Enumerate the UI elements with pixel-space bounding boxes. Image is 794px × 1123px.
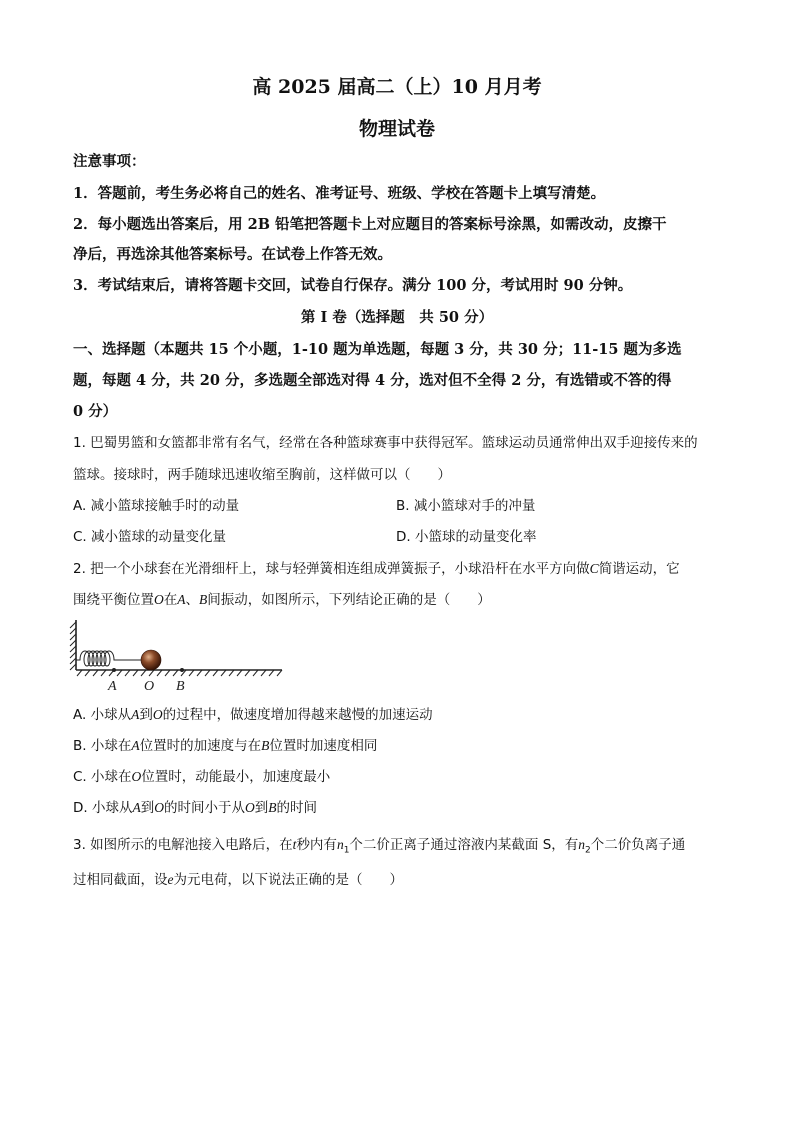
part1-instructions-line-1: 一、选择题（本题共 15 个小题，1-10 题为单选题，每题 3 分，共 30 分；11-15 题为多选 bbox=[73, 341, 682, 358]
opt-var: O bbox=[154, 800, 164, 815]
q2-text: 、 bbox=[185, 592, 199, 608]
note-3: 3．考试结束后，请将答题卡交回，试卷自行保存。满分 100 分，考试用时 90 分钟。 bbox=[73, 277, 633, 294]
q2-var: A bbox=[177, 592, 186, 607]
part1-instructions-line-2: 题，每题 4 分，共 20 分，多选题全部选对得 4 分，选对但不全得 2 分，有选错或不答的得 bbox=[73, 372, 672, 389]
opt-text: 位置时的加速度与在 bbox=[139, 738, 262, 754]
opt-text: 位置时加速度相同 bbox=[269, 738, 378, 754]
q2-var: C bbox=[589, 561, 599, 576]
notes-heading: 注意事项： bbox=[73, 153, 146, 170]
opt-var: B bbox=[268, 800, 277, 815]
q3-var-e: e bbox=[167, 872, 174, 887]
exam-subject: 物理试卷 bbox=[358, 118, 435, 140]
opt-var: O bbox=[152, 707, 163, 722]
note-2-line-1: 2．每小题选出答案后，用 2B 铅笔把答题卡上对应题目的答案标号涂黑，如需改动，皮擦干 bbox=[73, 216, 667, 233]
question-1-option-c: C. 减小篮球的动量变化量 bbox=[73, 529, 227, 545]
question-1-option-a: A. 减小篮球接触手时的动量 bbox=[73, 498, 240, 514]
opt-text: 的时间小于从 bbox=[163, 800, 245, 816]
opt-text: B. 小球在 bbox=[73, 738, 132, 754]
spring bbox=[76, 651, 142, 666]
question-2-option-a bbox=[73, 703, 433, 723]
question-1-line-1: 1. 巴蜀男篮和女篮都非常有名气，经常在各种篮球赛事中获得冠军。篮球运动员通常伸出双手迎接传来的 bbox=[73, 435, 698, 451]
q2-text: 简谐运动，它 bbox=[598, 561, 680, 577]
label-a: A bbox=[108, 679, 117, 694]
point-b-dot bbox=[180, 668, 184, 672]
question-2-option-d bbox=[73, 796, 317, 816]
q3-text: 个二价负离子通 bbox=[590, 837, 686, 853]
part1-instructions-line-3: 0 分） bbox=[73, 403, 118, 420]
q2-text: 围绕平衡位置 bbox=[73, 592, 154, 608]
opt-var: A bbox=[131, 738, 140, 753]
ball bbox=[141, 650, 161, 670]
opt-text: 到 bbox=[140, 800, 155, 816]
q3-var-t: t bbox=[292, 837, 297, 852]
wall bbox=[70, 620, 76, 670]
opt-text: 位置时，动能最小，加速度最小 bbox=[141, 769, 331, 785]
q2-var: O bbox=[154, 592, 164, 607]
opt-var: B bbox=[261, 738, 270, 753]
q3-sub-1: 1 bbox=[343, 845, 350, 856]
opt-text: 到 bbox=[139, 707, 153, 723]
question-1-line-2: 篮球。接球时，两手随球迅速收缩至胸前，这样做可以（ ） bbox=[73, 467, 451, 483]
spring-oscillator-figure bbox=[68, 614, 288, 694]
opt-var: O bbox=[131, 769, 142, 784]
question-2-line-1 bbox=[73, 557, 680, 577]
q2-text: 间振动，如图所示，下列结论正确的是（ ） bbox=[207, 592, 491, 608]
q2-text: 在 bbox=[163, 592, 178, 608]
opt-text: A. 小球从 bbox=[73, 707, 132, 723]
question-2-option-b bbox=[73, 734, 377, 754]
note-1: 1．答题前，考生务必将自己的姓名、准考证号、班级、学校在答题卡上填写清楚。 bbox=[73, 185, 606, 202]
q3-var-n2: n bbox=[578, 837, 586, 852]
opt-var: O bbox=[244, 800, 255, 815]
q3-sub-2: 2 bbox=[585, 845, 591, 856]
opt-text: D. 小球从 bbox=[73, 800, 133, 816]
q2-var: B bbox=[199, 592, 208, 607]
note-2-line-2: 净后，再选涂其他答案标号。在试卷上作答无效。 bbox=[73, 246, 392, 263]
question-3-line-2 bbox=[73, 868, 403, 888]
ground-rod bbox=[76, 670, 282, 676]
q3-text: 过相同截面，设 bbox=[73, 872, 168, 888]
question-2-option-c bbox=[73, 765, 330, 785]
question-1-option-b: B. 减小篮球对手的冲量 bbox=[396, 498, 536, 514]
label-o: O bbox=[144, 679, 155, 694]
q3-text: 秒内有 bbox=[296, 837, 337, 853]
exam-title: 高 2025 届高二（上）10 月月考 bbox=[252, 76, 542, 98]
q2-text: 2. 把一个小球套在光滑细杆上，球与轻弹簧相连组成弹簧振子，小球沿杆在水平方向做 bbox=[73, 561, 590, 577]
opt-text: C. 小球在 bbox=[73, 769, 132, 785]
opt-text: 的时间 bbox=[276, 800, 317, 816]
part1-heading: 第 I 卷（选择题 共 50 分） bbox=[300, 309, 494, 326]
opt-text: 的过程中，做速度增加得越来越慢的加速运动 bbox=[162, 707, 433, 723]
opt-var: A bbox=[132, 800, 141, 815]
question-1-option-d: D. 小篮球的动量变化率 bbox=[396, 529, 537, 545]
label-b: B bbox=[176, 679, 185, 694]
q3-var-n1: n bbox=[336, 837, 344, 852]
q3-text: 个二价正离子通过溶液内某截面 S，有 bbox=[349, 837, 579, 853]
q3-text: 3. 如图所示的电解池接入电路后，在 bbox=[73, 837, 293, 853]
q3-text: 为元电荷，以下说法正确的是（ ） bbox=[173, 872, 403, 888]
opt-text: 到 bbox=[254, 800, 269, 816]
question-2-line-2 bbox=[73, 588, 491, 608]
point-a-dot bbox=[112, 668, 116, 672]
opt-var: A bbox=[131, 707, 140, 722]
question-3-line-1 bbox=[73, 833, 685, 856]
